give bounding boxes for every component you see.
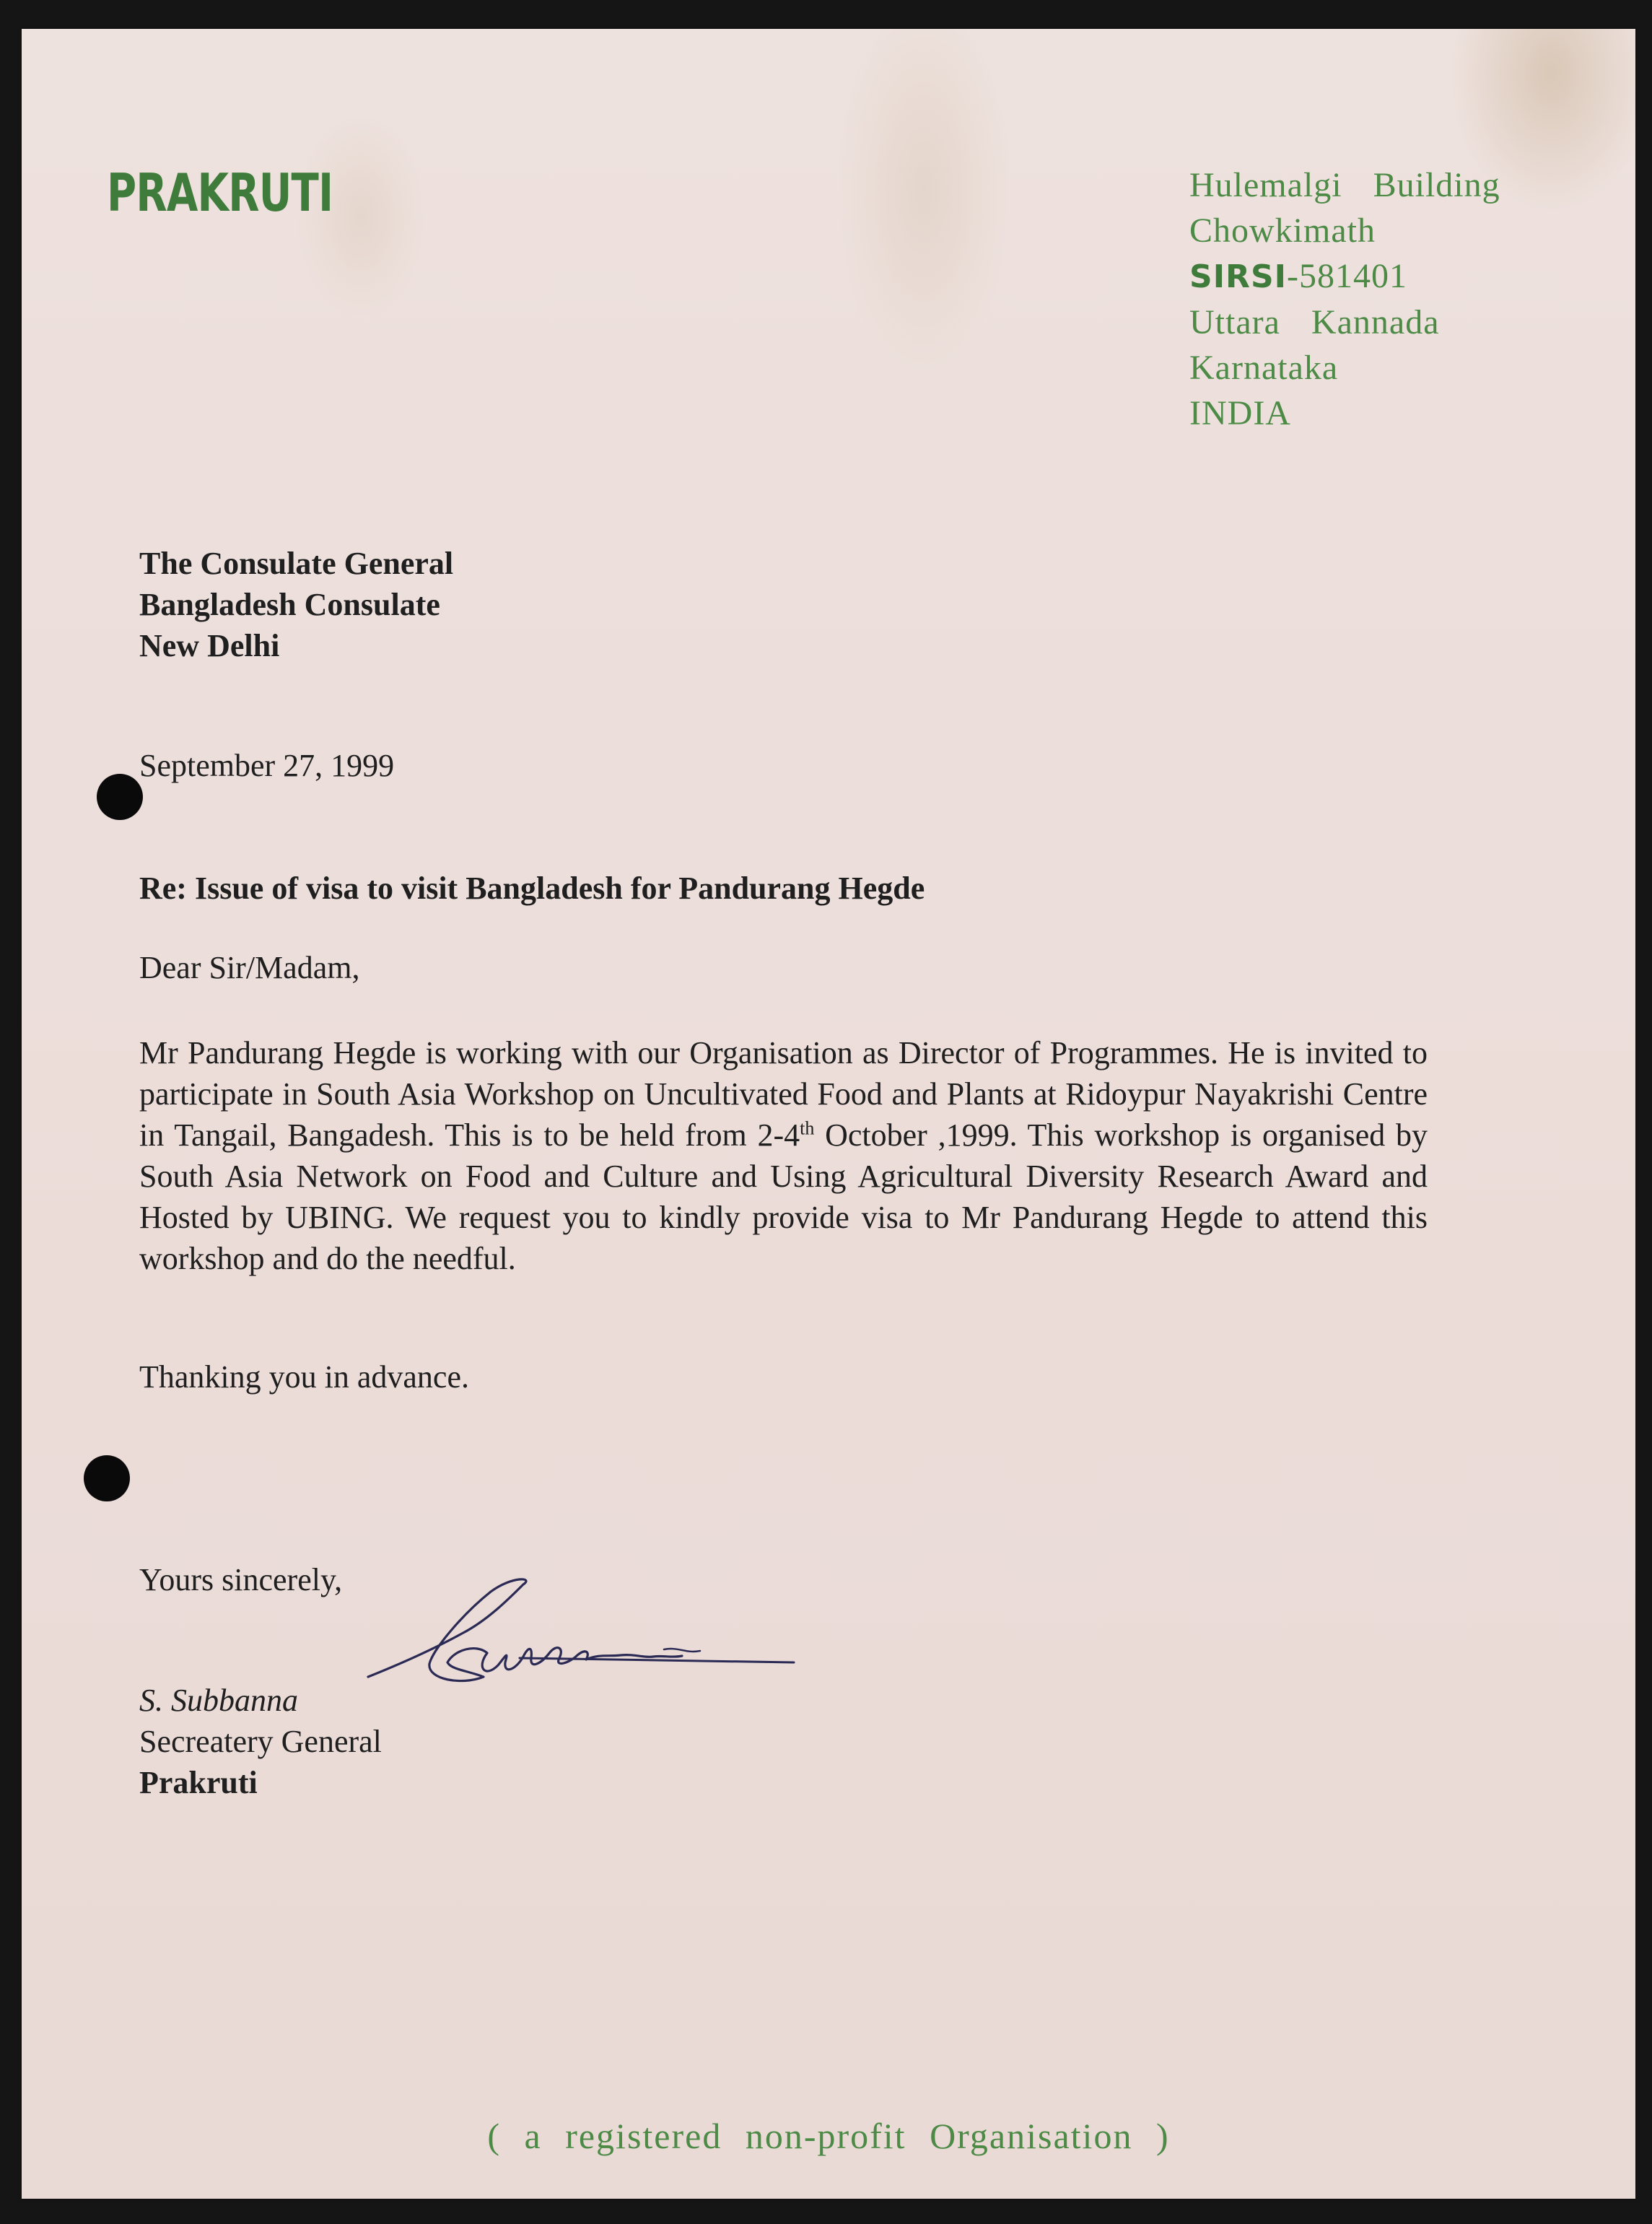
paragraph-text: Mr Pandurang Hegde is working with our Organisation as Director of Programmes. He is invited to participate in South Asia Workshop on Uncultivated Food and Plants at Ridoypur Nayakrishi Centre in Tangail, Bangadesh. This is to be held from 2-4	[139, 1035, 1428, 1153]
address-line-state: Karnataka	[1189, 349, 1339, 387]
subject-line: Re: Issue of visa to visit Bangladesh for Pandurang Hegde	[139, 871, 925, 906]
letter-date: September 27, 1999	[139, 748, 395, 783]
signatory-title: Secreatery General	[139, 1724, 382, 1759]
recipient-line: New Delhi	[139, 628, 280, 663]
letter-body-paragraph	[139, 1032, 1428, 1279]
address-line-country: INDIA	[1189, 394, 1291, 432]
letter-page	[22, 29, 1635, 2199]
letterhead-footer: ( a registered non-profit Organisation )	[487, 2116, 1170, 2156]
closing-line: Yours sincerely,	[139, 1562, 343, 1597]
handwritten-signature	[361, 1577, 808, 1700]
address-pincode: -581401	[1287, 257, 1407, 295]
address-line-district: Uttara Kannada	[1189, 303, 1440, 341]
paragraph-text: October ,1999. This workshop is organised by South Asia Network on Food and Culture and Using Agricultural Diversity Research Award and Hosted by UBING. We request you to kindly provide visa to Mr Pandurang Hegde to attend this workshop and do the needful.	[139, 1117, 1428, 1276]
punch-hole	[84, 1455, 130, 1501]
signatory-organisation: Prakruti	[139, 1765, 258, 1800]
recipient-line: Bangladesh Consulate	[139, 587, 440, 622]
address-line-city	[1189, 253, 1500, 300]
address-line-locality: Chowkimath	[1189, 212, 1376, 250]
recipient-block	[139, 543, 453, 666]
punch-hole	[97, 774, 143, 820]
letterhead-address	[1189, 162, 1500, 436]
address-city-name: SIRSI	[1189, 258, 1288, 295]
organisation-logo: PRAKRUTI	[107, 162, 333, 223]
address-line-building: Hulemalgi Building	[1189, 166, 1500, 204]
signatory-name: S. Subbanna	[139, 1683, 298, 1718]
ordinal-suffix: th	[800, 1117, 815, 1139]
recipient-line: The Consulate General	[139, 546, 454, 581]
salutation: Dear Sir/Madam,	[139, 950, 360, 985]
thanks-line: Thanking you in advance.	[139, 1359, 469, 1395]
